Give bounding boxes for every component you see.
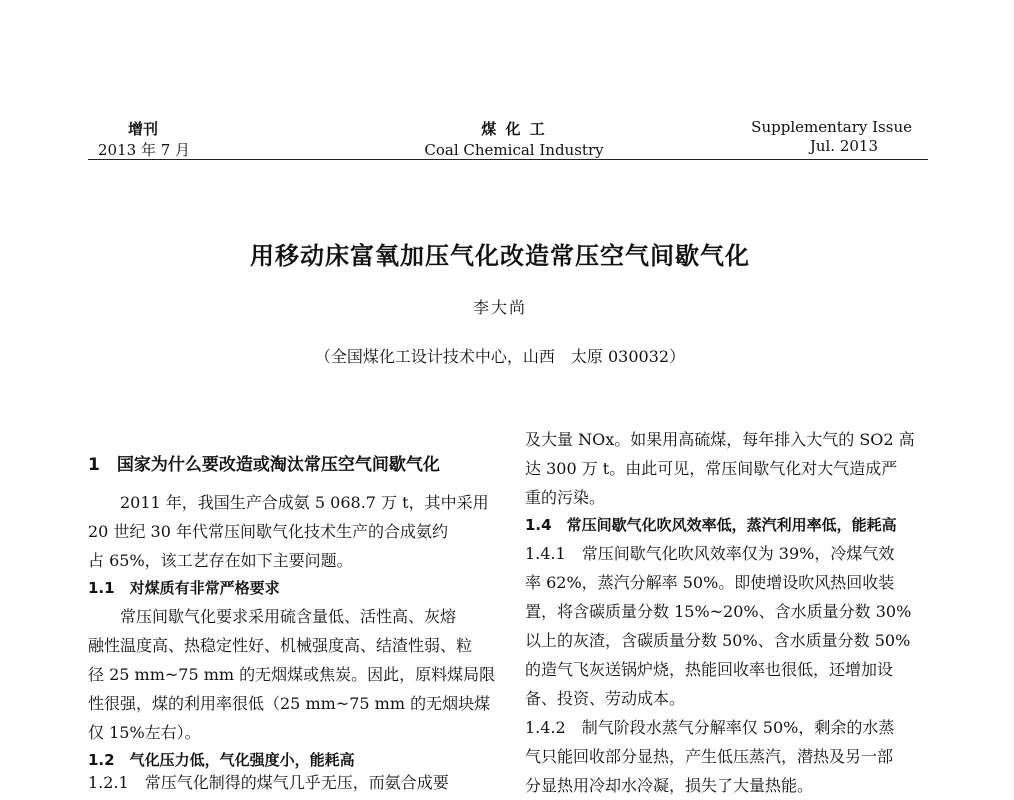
text-line: 以上的灰渣，含碳质量分数 50%、含水质量分数 50% <box>525 631 911 650</box>
paragraph-1-4-1 <box>525 539 930 713</box>
text-line: 气只能回收部分显热，产生低压蒸汽，潜热及另一部 <box>525 747 894 766</box>
text-line: 置，将含碳质量分数 15%~20%、含水质量分数 30% <box>525 602 912 621</box>
subsection-1-1-heading: 1.1 对煤质有非常严格要求 <box>88 579 280 597</box>
header-journal-cn: 煤 化 工 <box>481 120 547 138</box>
header-issue-en: Supplementary Issue <box>751 118 912 136</box>
text-line: 率 62%，蒸汽分解率 50%。即使增设吹风热回收装 <box>525 573 895 592</box>
text-line: 分显热用冷却水冷凝，损失了大量热能。 <box>525 776 814 795</box>
paragraph-2 <box>88 602 496 747</box>
section-1-heading: 1 国家为什么要改造或淘汰常压空气间歇气化 <box>88 455 440 475</box>
text-line: 的造气飞灰送锅炉烧，热能回收率也很低，还增加设 <box>525 660 894 679</box>
text-line: 1.4.2 制气阶段水蒸气分解率仅 50%，剩余的水蒸 <box>525 718 895 737</box>
text-line: 2011 年，我国生产合成氨 5 068.7 万 t，其中采用 <box>120 493 489 512</box>
paragraph-1-4-2 <box>525 713 930 800</box>
text-line: 20 世纪 30 年代常压间歇气化技术生产的合成氨约 <box>88 522 448 541</box>
subsection-1-2-heading: 1.2 气化压力低，气化强度小，能耗高 <box>88 751 355 769</box>
cutoff-text-line: 1.2.1 常压气化制得的煤气几乎无压，而氨合成要 <box>88 773 449 792</box>
article-author: 李大尚 <box>472 298 527 317</box>
header-rule <box>88 159 928 160</box>
article-title: 用移动床富氧加压气化改造常压空气间歇气化 <box>250 242 750 270</box>
paragraph-1 <box>88 488 488 575</box>
header-date-en: Jul. 2013 <box>809 137 878 155</box>
header-issue-cn: 增刊 <box>128 120 159 138</box>
header-journal-en: Coal Chemical Industry <box>424 141 604 159</box>
text-line: 融性温度高、热稳定性好、机械强度高、结渣性弱、粒 <box>88 636 473 655</box>
header-date-cn: 2013 年 7 月 <box>98 141 191 159</box>
text-line: 重的污染。 <box>525 488 606 507</box>
text-line: 径 25 mm~75 mm 的无烟煤或焦炭。因此，原料煤局限 <box>88 665 496 684</box>
text-line: 备、投资、劳动成本。 <box>525 689 686 708</box>
text-line: 仅 15%左右）。 <box>88 723 201 742</box>
text-line: 常压间歇气化要求采用硫含量低、活性高、灰熔 <box>120 607 457 626</box>
subsection-1-4-heading: 1.4 常压间歇气化吹风效率低，蒸汽利用率低，能耗高 <box>525 516 897 534</box>
text-line: 达 300 万 t。由此可见，常压间歇气化对大气造成严 <box>525 459 898 478</box>
cutoff-line-container <box>88 773 488 792</box>
text-line: 及大量 NOx。如果用高硫煤，每年排入大气的 SO2 高 <box>525 430 915 449</box>
text-line: 性很强，煤的利用率很低（25 mm~75 mm 的无烟块煤 <box>88 694 491 713</box>
left-column <box>88 451 496 774</box>
text-line: 1.4.1 常压间歇气化吹风效率仅为 39%，冷煤气效 <box>525 544 895 563</box>
article-affiliation: （全国煤化工设计技术中心，山西 太原 030032） <box>314 347 686 366</box>
paragraph-top <box>525 425 930 512</box>
right-column <box>525 425 930 800</box>
text-line: 占 65%，该工艺存在如下主要问题。 <box>88 551 353 570</box>
